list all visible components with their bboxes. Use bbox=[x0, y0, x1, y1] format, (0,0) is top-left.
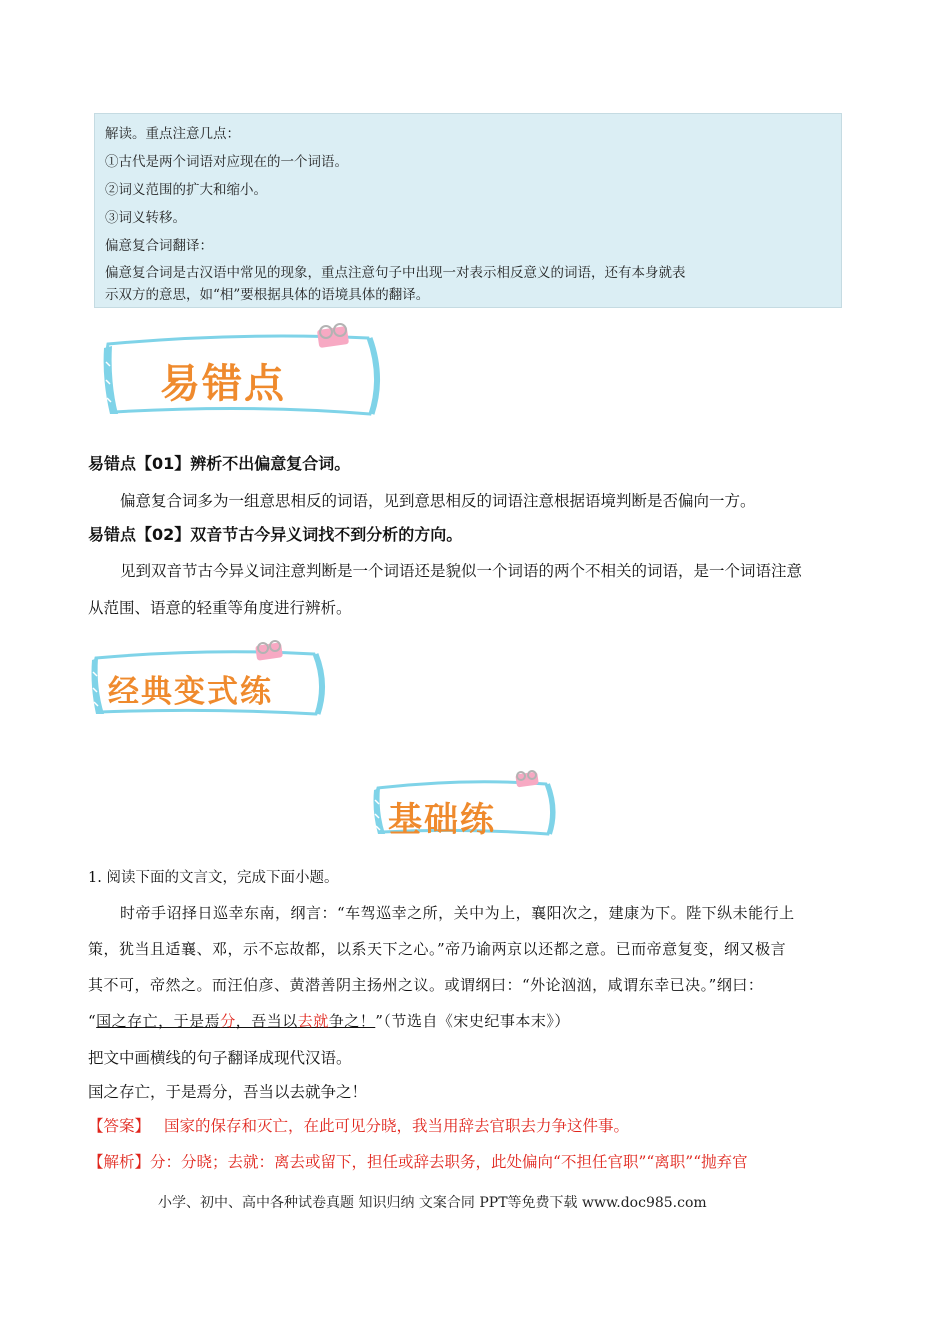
analysis-text: 分：分晓；去就：离去或留下，担任或辞去职务，此处偏向“不担任官职”“离职”“抛弃官 bbox=[150, 1153, 748, 1171]
error-2-title: 易错点【02】双音节古今异义词找不到分析的方向。 bbox=[88, 525, 463, 544]
banner-title-jingdian: 经典变式练 bbox=[108, 674, 273, 710]
answer-text: 国家的保存和灭亡，在此可见分晓，我当用辞去官职去力争这件事。 bbox=[164, 1117, 630, 1135]
box-line: 偏意复合词翻译： bbox=[105, 238, 213, 254]
answer-tag: 【答案】 bbox=[88, 1117, 151, 1135]
passage-line: 其不可，帝然之。而汪伯彦、黄潜善阴主扬州之议。或谓纲曰：“外论汹汹，咸谓东幸已决。”纲曰： bbox=[88, 976, 764, 994]
quote-open: “ bbox=[88, 1012, 97, 1030]
underlined-keyword: 去就 bbox=[297, 1012, 329, 1030]
passage-line: 策，犹当且适襄、邓，示不忘故都，以系天下之心。”帝乃谕两京以还都之意。已而帝意复变，纲又极言 bbox=[88, 940, 787, 958]
info-box bbox=[94, 113, 842, 308]
analysis-tag: 【解析】 bbox=[88, 1153, 151, 1171]
passage-line: 时帝手诏择日巡幸东南，纲言：“车驾巡幸之所，关中为上，襄阳次之，建康为下。陛下纵未能行上 bbox=[120, 904, 795, 922]
question-instruction: 把文中画横线的句子翻译成现代汉语。 bbox=[88, 1049, 352, 1067]
error-2-text: 见到双音节古今异义词注意判断是一个词语还是貌似一个词语的两个不相关的词语，是一个词语注意 bbox=[120, 562, 803, 580]
banner-title-jichu: 基础练 bbox=[388, 800, 496, 840]
question-stem: 1. 阅读下面的文言文，完成下面小题。 bbox=[88, 870, 339, 886]
error-2-text: 从范围、语意的轻重等角度进行辨析。 bbox=[88, 599, 352, 617]
analysis-line bbox=[88, 1150, 748, 1172]
box-line: 示双方的意思，如“相”要根据具体的语境具体的翻译。 bbox=[105, 287, 430, 303]
underlined-keyword: 分 bbox=[220, 1012, 236, 1030]
answer-line bbox=[88, 1114, 629, 1136]
box-line: ③词义转移。 bbox=[105, 210, 186, 226]
box-line: ①古代是两个词语对应现在的一个词语。 bbox=[105, 154, 348, 170]
box-line: 解读。重点注意几点： bbox=[105, 126, 240, 142]
passage-line-underlined bbox=[88, 1010, 570, 1031]
underlined-segment: ，吾当以 bbox=[235, 1012, 298, 1030]
underlined-segment: 争之！ bbox=[328, 1012, 376, 1030]
underlined-segment: 国之存亡，于是焉 bbox=[96, 1012, 221, 1030]
box-line: ②词义范围的扩大和缩小。 bbox=[105, 182, 267, 198]
footer-text: 小学、初中、高中各种试卷真题 知识归纳 文案合同 PPT等免费下载 www.doc985.com bbox=[158, 1195, 707, 1211]
banner-title-yicuodian: 易错点 bbox=[160, 361, 286, 407]
box-line: 偏意复合词是古汉语中常见的现象，重点注意句子中出现一对表示相反意义的词语，还有本身就表 bbox=[105, 265, 686, 281]
source-note: ”（节选自《宋史纪事本末》） bbox=[375, 1012, 570, 1030]
error-1-text: 偏意复合词多为一组意思相反的词语，见到意思相反的词语注意根据语境判断是否偏向一方。 bbox=[120, 492, 756, 510]
error-1-title: 易错点【01】辨析不出偏意复合词。 bbox=[88, 454, 351, 473]
question-sentence: 国之存亡，于是焉分，吾当以去就争之！ bbox=[88, 1083, 368, 1101]
